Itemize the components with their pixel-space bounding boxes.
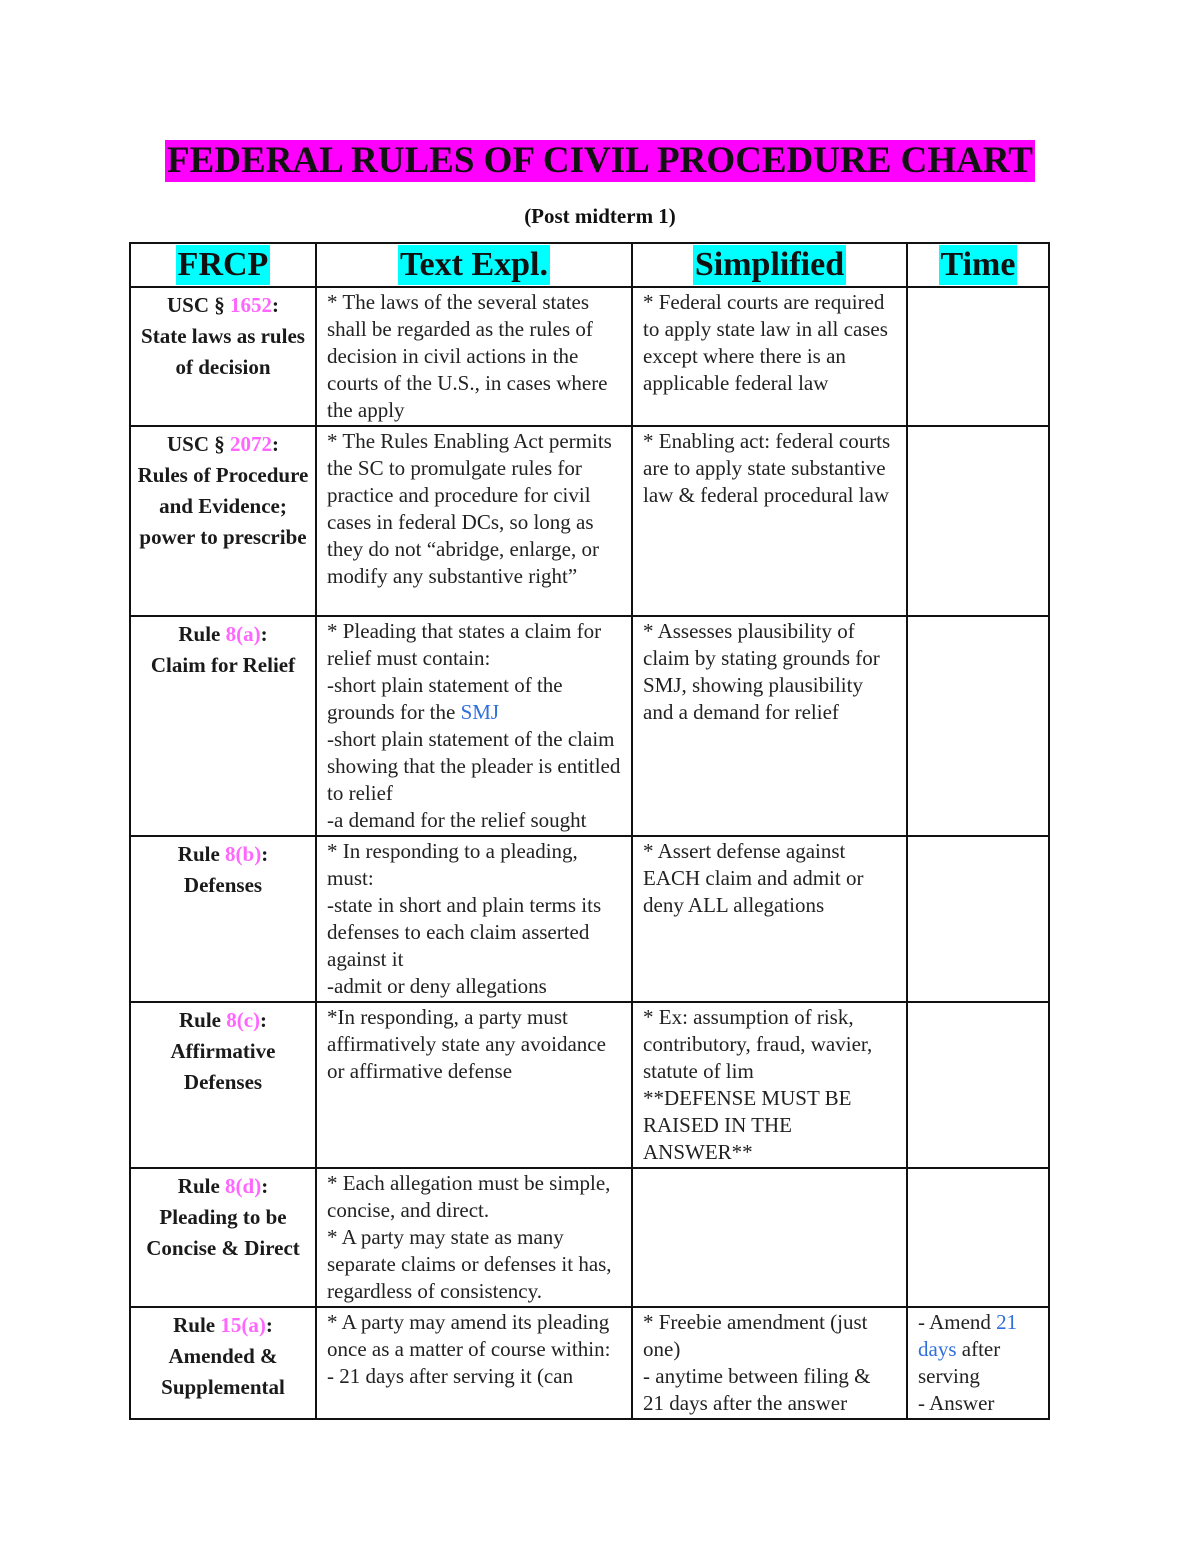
header-cell-frcp [130,243,316,287]
text-line: -a demand for the relief sought [327,808,587,832]
rule-number: 8(c) [226,1008,261,1032]
text-line: * The Rules Enabling Act permits the SC to promulgate rules for practice and procedure for civil cases in federal DCs, so long as they do not “abridge, enlarge, or modify any substantive right” [327,429,612,588]
simplified-line: * Federal courts are required to apply state law in all cases except where there is an applicable federal law [643,290,888,395]
rule-suffix: : [265,1313,273,1337]
table-row [130,287,1049,426]
rule-number: 15(a) [220,1313,266,1337]
text-expl-cell [316,836,632,1002]
simplified-cell [632,1307,907,1419]
text-line: -admit or deny allegations [327,974,547,998]
rule-prefix: Rule [178,1008,227,1032]
rule-suffix: : [272,293,279,317]
rule-prefix: USC § [166,293,230,317]
rule-title: Amended & Supplemental [161,1344,285,1399]
text-line: * The laws of the several states shall be regarded as the rules of decision in civil actions in the courts of the U.S., in cases where the apply [327,290,608,422]
rule-title: Pleading to be Concise & Direct [146,1205,300,1260]
text-line: * In responding to a pleading, must: [327,839,578,890]
header-time: Time [940,246,1016,283]
simplified-line: * Enabling act: federal courts are to apply state substantive law & federal procedural law [643,429,891,507]
rule-suffix: : [260,1008,268,1032]
simplified-cell [632,426,907,616]
text-line: * A party may state as many separate claims or defenses it has, regardless of consistency. [327,1225,612,1303]
text-line: -short plain statement of the claim showing that the pleader is entitled to relief [327,727,621,805]
text-line: * A party may amend its pleading once as a matter of course within: [327,1310,611,1361]
simplified-line: **DEFENSE MUST BE RAISED IN THE ANSWER** [643,1086,852,1164]
rule-prefix: Rule [173,1313,221,1337]
simplified-line: * Assesses plausibility of claim by stating grounds for SMJ, showing plausibility and a demand for relief [643,619,880,724]
time-cell [907,426,1049,616]
rule-cell [130,426,316,616]
rule-prefix: Rule [178,622,226,646]
rule-title: Affirmative Defenses [170,1039,276,1094]
rule-prefix: Rule [177,1174,226,1198]
simplified-cell [632,836,907,1002]
rule-cell [130,836,316,1002]
rule-cell [130,616,316,836]
text-expl-cell [316,426,632,616]
header-text-expl: Text Expl. [399,246,548,283]
header-cell-text [316,243,632,287]
page-title: FEDERAL RULES OF CIVIL PROCEDURE CHART [167,140,1033,181]
rule-suffix: : [261,842,269,866]
text-expl-cell [316,1002,632,1168]
table-row [130,836,1049,1002]
header-row [130,243,1049,287]
rule-number: 8(d) [225,1174,262,1198]
header-simplified: Simplified [694,246,845,283]
rule-title: Claim for Relief [150,653,296,677]
simplified-cell [632,616,907,836]
rule-number: 1652 [230,293,272,317]
text-line: -state in short and plain terms its defenses to each claim asserted against it [327,893,602,971]
rule-cell [130,287,316,426]
rule-suffix: : [272,432,279,456]
time-days: 21 days [918,1310,1018,1361]
text-line [327,672,621,726]
time-line [918,1309,1044,1390]
rule-cell [130,1002,316,1168]
title-wrap [0,140,1200,182]
text-line: *In responding, a party must affirmatively state any avoidance or affirmative defense [327,1005,606,1083]
rule-suffix: : [260,622,268,646]
text-expl-cell [316,1307,632,1419]
table-row [130,1002,1049,1168]
simplified-cell [632,1168,907,1307]
rule-title: State laws as rules of decision [141,324,305,379]
text-expl-cell [316,616,632,836]
time-cell [907,287,1049,426]
text-line: - 21 days after serving it (can [327,1364,574,1388]
header-cell-simplified [632,243,907,287]
time-fragment: - Amend [918,1310,997,1334]
rule-cell [130,1307,316,1419]
time-fragment: after serving [918,1337,1001,1388]
page-subtitle: (Post midterm 1) [524,204,676,228]
simplified-line: * Freebie amendment (just one) [643,1310,868,1361]
table-row [130,1307,1049,1419]
time-line: - Answer [918,1391,995,1415]
table-row [130,1168,1049,1307]
simplified-line: * Assert defense against EACH claim and admit or deny ALL allegations [643,839,864,917]
text-expl-cell [316,1168,632,1307]
text-line: * Each allegation must be simple, concise, and direct. [327,1171,611,1222]
time-cell [907,616,1049,836]
time-cell [907,1002,1049,1168]
simplified-line: * Ex: assumption of risk, contributory, fraud, wavier, statute of lim [643,1005,873,1083]
time-cell [907,836,1049,1002]
rule-number: 8(a) [225,622,261,646]
rule-title: Rules of Procedure and Evidence; power to prescribe [137,463,309,549]
time-cell [907,1168,1049,1307]
header-cell-time [907,243,1049,287]
rule-number: 2072 [230,432,272,456]
rule-title: Defenses [183,873,263,897]
header-frcp: FRCP [177,246,269,283]
rule-prefix: USC § [166,432,230,456]
time-cell [907,1307,1049,1419]
rule-cell [130,1168,316,1307]
frcp-table [129,242,1050,1420]
rule-number: 8(b) [225,842,262,866]
simplified-cell [632,287,907,426]
table-row [130,616,1049,836]
text-fragment: -short plain statement of the grounds for the [327,673,563,724]
simplified-cell [632,1002,907,1168]
smj-term: SMJ [460,700,500,724]
rule-suffix: : [261,1174,269,1198]
text-line: * Pleading that states a claim for relief must contain: [327,619,602,670]
text-expl-cell [316,287,632,426]
rule-prefix: Rule [177,842,226,866]
simplified-line: - anytime between filing & 21 days after the answer [643,1364,871,1415]
table-row [130,426,1049,616]
